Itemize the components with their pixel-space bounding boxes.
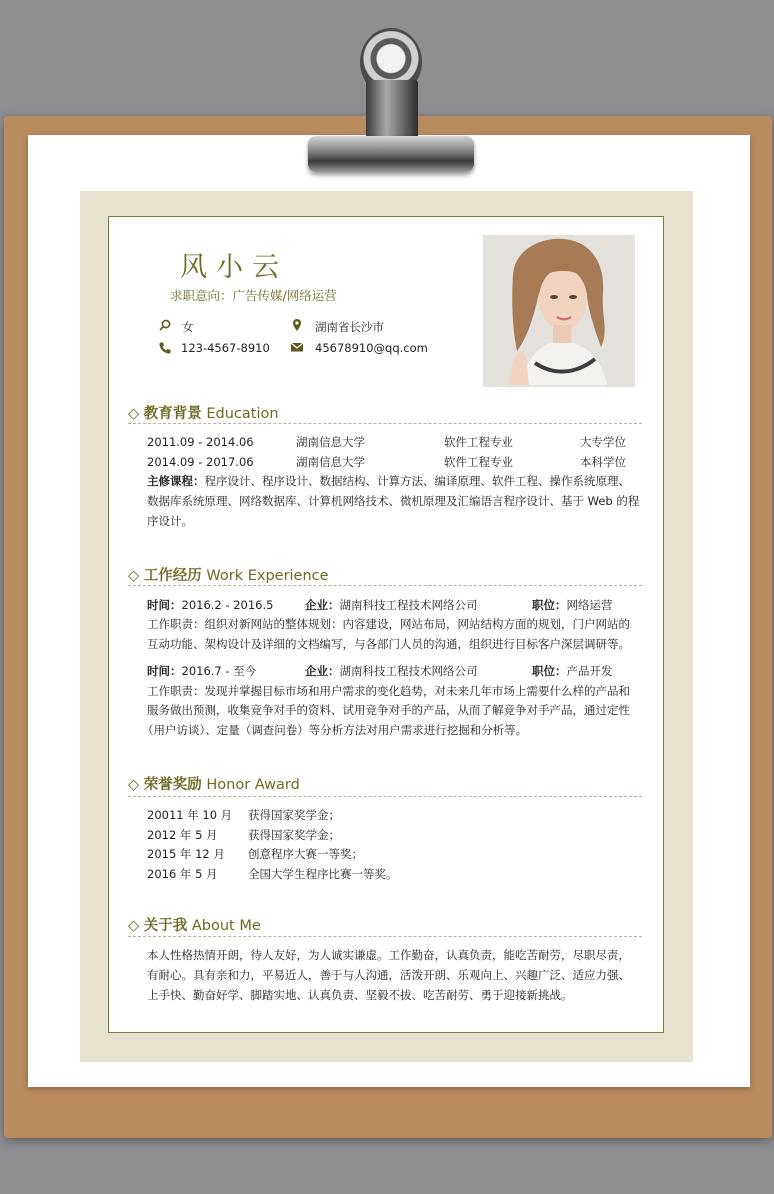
location-text: 湖南省长沙市	[315, 320, 384, 334]
honor-text: 获得国家奖学金；	[248, 808, 340, 822]
job-time: 时间：2016.7 - 至今	[147, 664, 257, 678]
about-line-2: 有耐心。具有亲和力，平易近人，善于与人沟通，活泼开朗、乐观向上、兴趣广泛、适应力强、	[147, 968, 630, 982]
job-intent: 求职意向：广告传媒/网络运营	[170, 288, 337, 303]
edu-period: 2011.09 - 2014.06	[147, 435, 254, 449]
binder-clip-bar	[308, 136, 474, 172]
edu-major: 软件工程专业	[444, 435, 513, 449]
phone-text: 123-4567-8910	[181, 341, 270, 355]
job-duty-line: 互动功能、架构设计及详细的文档编写，与各部门人员的沟通，组织进行目标客户深层调研等。	[147, 637, 630, 651]
job-duty-line: 工作职责：组织对新网站的整体规划：内容建设，网站布局，网站结构方面的规划，门户网站的	[147, 617, 630, 631]
honor-text: 创意程序大赛一等奖；	[248, 847, 363, 861]
edu-major: 软件工程专业	[444, 455, 513, 469]
work-divider	[128, 585, 642, 586]
edu-degree: 大专学位	[580, 435, 626, 449]
email-text: 45678910@qq.com	[315, 341, 428, 355]
about-line-1: 本人性格热情开朗，待人友好，为人诚实谦虚。工作勤奋，认真负责，能吃苦耐劳，尽职尽责，	[147, 948, 630, 962]
edu-degree: 本科学位	[580, 455, 626, 469]
work-section-title: ◇ 工作经历 Work Experience	[128, 568, 329, 584]
courses-line-1: 主修课程：程序设计、程序设计、数据结构、计算方法、编译原理、软件工程、操作系统原理、	[147, 474, 630, 488]
gender-text: 女	[182, 320, 194, 334]
job-position: 职位：产品开发	[532, 664, 613, 678]
job-duty-line: （用户访谈）、定量（调查问卷）等分析方法对用户需求进行挖掘和分析等。	[142, 723, 528, 737]
diamond-icon: ◇	[128, 918, 140, 934]
honor-date: 2015 年 12 月	[147, 847, 225, 861]
education-section-title: ◇ 教育背景 Education	[128, 406, 279, 422]
about-line-3: 上手快、勤奋好学、脚踏实地、认真负责、坚毅不拔、吃苦耐劳、勇于迎接新挑战。	[147, 988, 573, 1002]
honor-text: 获得国家奖学金；	[248, 828, 340, 842]
about-section-title: ◇ 关于我 About Me	[128, 918, 261, 934]
profile-photo	[483, 235, 635, 387]
honor-date: 2016 年 5 月	[147, 867, 218, 881]
job-position: 职位：网络运营	[532, 598, 613, 612]
diamond-icon: ◇	[128, 406, 140, 422]
about-divider	[128, 936, 642, 937]
education-divider	[128, 423, 642, 424]
courses-line-2: 数据库系统原理、网络数据库、计算机网络技术、微机原理及汇编语言程序设计、基于 Web 的程	[147, 494, 640, 508]
diamond-icon: ◇	[128, 568, 140, 584]
location-icon	[290, 318, 304, 335]
edu-period: 2014.09 - 2017.06	[147, 455, 254, 469]
honor-date: 20011 年 10 月	[147, 808, 233, 822]
job-company: 企业：湖南科技工程技术网络公司	[305, 598, 478, 612]
job-company: 企业：湖南科技工程技术网络公司	[305, 664, 478, 678]
edu-school: 湖南信息大学	[296, 455, 365, 469]
edu-school: 湖南信息大学	[296, 435, 365, 449]
diamond-icon: ◇	[128, 777, 140, 793]
gender-icon	[158, 318, 172, 335]
courses-line-3: 序设计。	[147, 514, 193, 528]
binder-clip-neck	[366, 80, 418, 140]
honor-text: 全国大学生程序比赛一等奖。	[248, 867, 398, 881]
candidate-name: 风小云	[180, 252, 288, 283]
honor-divider	[128, 796, 642, 797]
honor-section-title: ◇ 荣誉奖励 Honor Award	[128, 777, 300, 793]
honor-date: 2012 年 5 月	[147, 828, 218, 842]
phone-icon	[158, 341, 172, 358]
job-duty-line: 服务做出预测，收集竞争对手的资料、试用竞争对手的产品，从而了解竞争对手产品，通过定性	[147, 703, 630, 717]
email-icon	[290, 341, 304, 356]
job-time: 时间：2016.2 - 2016.5	[147, 598, 274, 612]
job-duty-line: 工作职责：发现并掌握目标市场和用户需求的变化趋势，对未来几年市场上需要什么样的产品和	[147, 684, 630, 698]
